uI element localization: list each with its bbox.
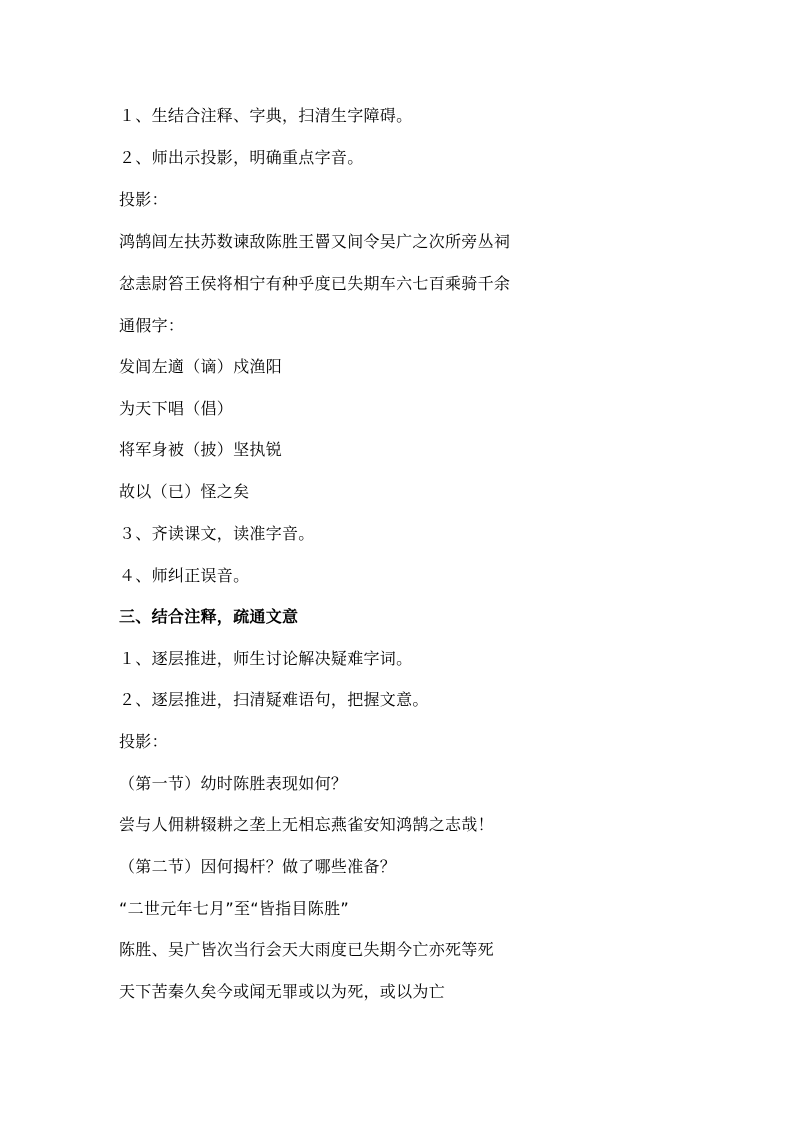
text-line: （第一节）幼时陈胜表现如何？: [119, 774, 348, 793]
text-line: 投影：: [119, 732, 168, 751]
text-line: 尝与人佣耕辍耕之垄上无相忘燕雀安知鸿鹄之志哉！: [119, 815, 494, 834]
text-line: 投影：: [119, 190, 168, 209]
text-line: 为天下唱（倡）: [119, 399, 234, 418]
text-line: ４、师纠正误音。: [119, 566, 250, 585]
section-heading: 三、结合注释，疏通文意: [119, 607, 299, 626]
text-line: “二世元年七月”至“皆指目陈胜”: [119, 899, 349, 918]
text-line: 将军身被（披）坚执锐: [119, 440, 283, 459]
text-line: 忿恚尉笞王侯将相宁有种乎度已失期车六七百乘骑千余: [119, 274, 511, 293]
text-line: 天下苦秦久矣今或闻无罪或以为死，或以为亡: [119, 982, 446, 1001]
text-line: （第二节）因何揭杆？做了哪些准备？: [119, 857, 397, 876]
text-line: 通假字：: [119, 316, 185, 335]
text-line: ３、齐读课文，读准字音。: [119, 524, 315, 543]
text-line: ２、师出示投影，明确重点字音。: [119, 148, 364, 167]
text-line: 陈胜、吴广皆次当行会天大雨度已失期今亡亦死等死: [119, 940, 494, 959]
text-line: 发闾左適（谪）戍渔阳: [119, 357, 283, 376]
text-line: 故以（已）怪之矣: [119, 482, 250, 501]
text-line: 鸿鹄闾左扶苏数谏敌陈胜王罾又间令吴广之次所旁丛祠: [119, 232, 511, 251]
text-line: ２、逐层推进，扫清疑难语句，把握文意。: [119, 690, 429, 709]
text-line: １、逐层推进，师生讨论解决疑难字词。: [119, 649, 413, 668]
text-line: １、生结合注释、字典，扫清生字障碍。: [119, 106, 413, 125]
